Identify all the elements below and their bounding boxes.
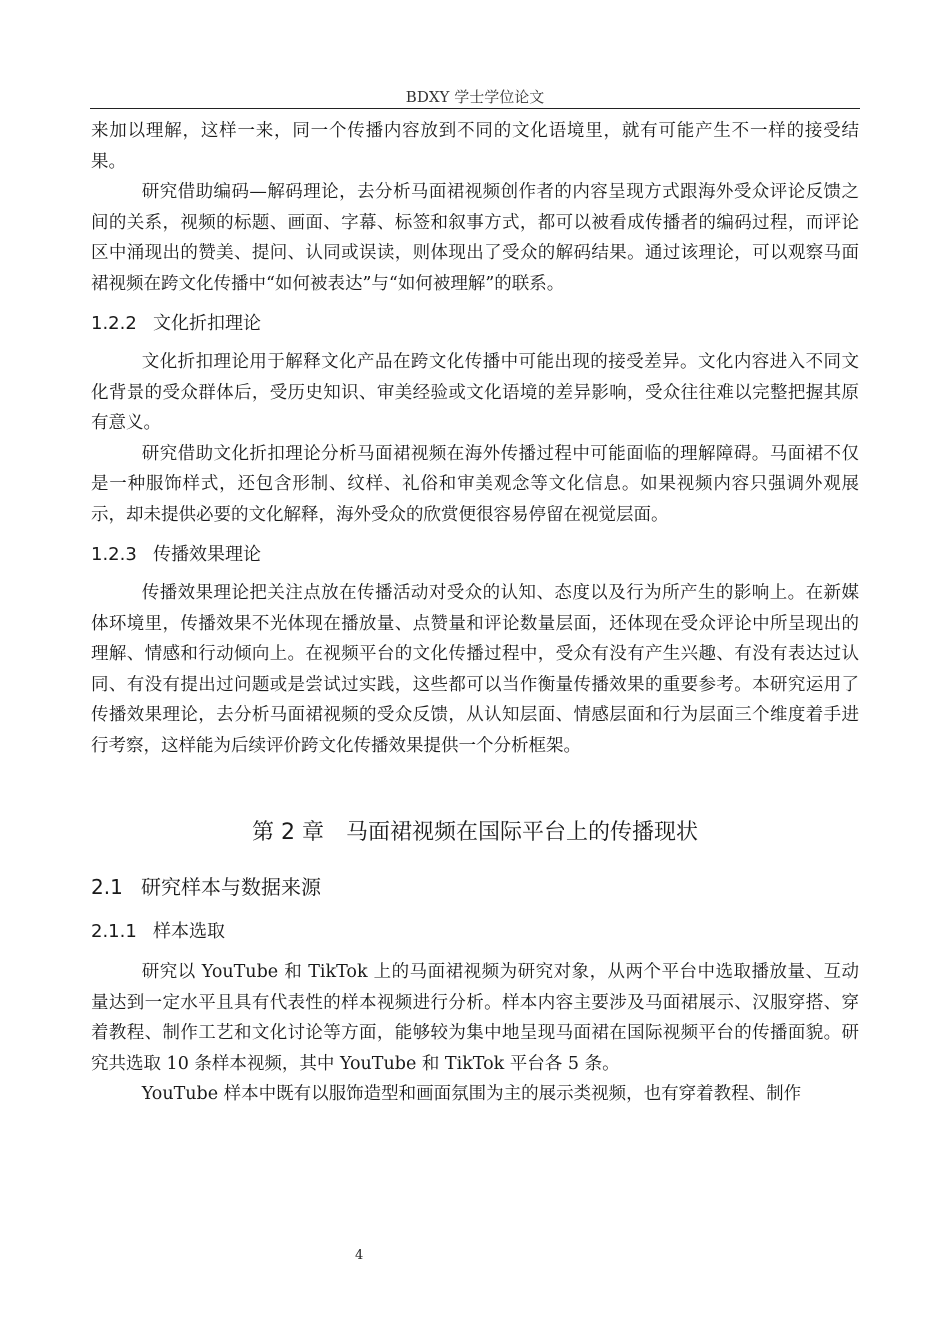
body-content — [91, 116, 859, 1110]
paragraph: 研究以 YouTube 和 TikTok 上的马面裙视频为研究对象，从两个平台中选取播放量、互动量达到一定水平且具有代表性的样本视频进行分析。样本内容主要涉及马面裙展示、汉服穿搭、穿着教程、制作工艺和文化讨论等方面，能够较为集中地呈现马面裙在国际视频平台的传播面貌。研究共选取 10 条样本视频，其中 YouTube 和 TikTok 平台各 5 条。 — [91, 962, 859, 1074]
paragraph: 传播效果理论把关注点放在传播活动对受众的认知、态度以及行为所产生的影响上。在新媒体环境里，传播效果不光体现在播放量、点赞量和评论数量层面，还体现在受众评论中所呈现出的理解、情感和行动倾向上。在视频平台的文化传播过程中，受众有没有产生兴趣、有没有表达过认同、有没有提出过问题或是尝试过实践，这些都可以当作衡量传播效果的重要参考。本研究运用了传播效果理论，去分析马面裙视频的受众反馈，从认知层面、情感层面和行为层面三个维度着手进行考察，这样能为后续评价跨文化传播效果提供一个分析框架。 — [91, 583, 859, 756]
page-number: 4 — [355, 1248, 364, 1263]
chapter-title: 第 2 章 马面裙视频在国际平台上的传播现状 — [252, 820, 698, 845]
section-number: 1.2.2 — [91, 313, 137, 334]
section-title: 样本选取 — [153, 921, 225, 942]
header-rule — [90, 108, 860, 109]
section-number: 1.2.3 — [91, 544, 137, 565]
section-heading-2-1 — [91, 871, 859, 903]
section-number: 2.1.1 — [91, 921, 137, 942]
section-title: 传播效果理论 — [153, 544, 261, 565]
running-header: BDXY 学士学位论文 — [405, 88, 545, 106]
paragraph: YouTube 样本中既有以服饰造型和画面氛围为主的展示类视频，也有穿着教程、制作 — [141, 1084, 802, 1104]
section-number: 2.1 — [91, 875, 123, 899]
section-title: 研究样本与数据来源 — [141, 875, 321, 899]
section-heading-2-1-1 — [91, 917, 859, 947]
paragraph: 研究借助文化折扣理论分析马面裙视频在海外传播过程中可能面临的理解障碍。马面裙不仅是一种服饰样式，还包含形制、纹样、礼俗和审美观念等文化信息。如果视频内容只强调外观展示，却未提供必要的文化解释，海外受众的欣赏便很容易停留在视觉层面。 — [91, 443, 859, 525]
section-heading-1-2-3 — [91, 540, 859, 570]
paragraph: 研究借助编码—解码理论，去分析马面裙视频创作者的内容呈现方式跟海外受众评论反馈之间的关系，视频的标题、画面、字幕、标签和叙事方式，都可以被看成传播者的编码过程，而评论区中涌现出的赞美、提问、认同或误读，则体现出了受众的解码结果。通过该理论，可以观察马面裙视频在跨文化传播中“如何被表达”与“如何被理解”的联系。 — [91, 182, 859, 294]
section-title: 文化折扣理论 — [153, 313, 261, 334]
paragraph: 文化折扣理论用于解释文化产品在跨文化传播中可能出现的接受差异。文化内容进入不同文化背景的受众群体后，受历史知识、审美经验或文化语境的差异影响，受众往往难以完整把握其原有意义。 — [91, 352, 859, 433]
paragraph: 来加以理解，这样一来，同一个传播内容放到不同的文化语境里，就有可能产生不一样的接受结果。 — [91, 121, 859, 172]
section-heading-1-2-2 — [91, 309, 859, 339]
